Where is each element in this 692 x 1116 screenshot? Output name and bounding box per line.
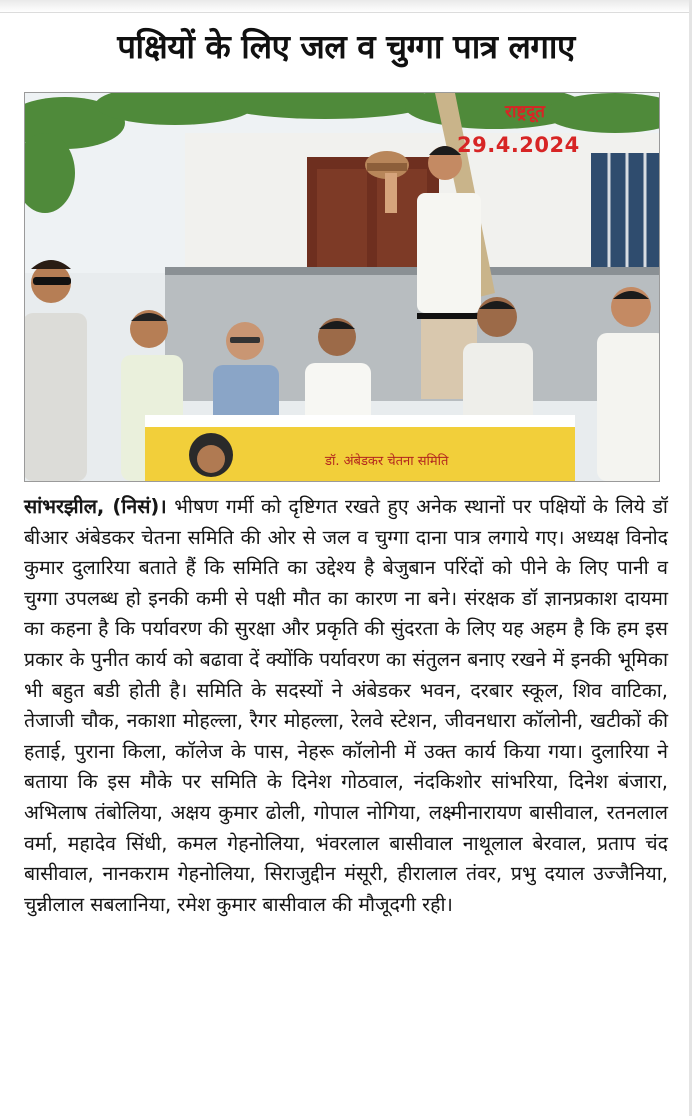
clipped-previous-article-edge (0, 0, 692, 13)
date-stamp: 29.4.2024 (457, 133, 580, 157)
window-grille (591, 153, 659, 271)
banner-text: डॉ. अंबेडकर चेतना समिति (325, 454, 449, 469)
article-body (24, 492, 668, 920)
news-photo (24, 92, 660, 482)
newspaper-name-stamp: राष्ट्रदूत (505, 102, 546, 122)
article-text: भीषण गर्मी को दृष्टिगत रखते हुए अनेक स्थानों पर पक्षियों के लिये डॉ बीआर अंबेडकर चेतना समिति की ओर से जल व चुग्गा दाना पात्र लगाये गए। अध्यक्ष विनोद कुमार दुलारिया बताते हैं कि समिति का उद्देश्य है बेजुबान परिंदों को पीने के लिए पानी व चुग्गा उपलब्ध हो इनकी कमी से पक्षी मौत का कारण ना बने। संरक्षक डॉ ज्ञानप्रकाश दायमा का कहना है कि पर्यावरण की सुरक्षा और प्रकृति की सुंदरता के लिए यह अहम है कि हम इस प्रकार के पुनीत कार्य को बढावा दें क्योंकि पर्यावरण का संतुलन बनाए रखने में इनकी भूमिका भी बहुत बडी होती है। समिति के सदस्यों ने अंबेडकर भवन, दरबार स्कूल, शिव वाटिका, तेजाजी चौक, नकाशा मोहल्ला, रैगर मोहल्ला, रेलवे स्टेशन, जीवनधारा कॉलोनी, खटीकों की हताई, पुराना किला, कॉलेज के पास, नेहरू कॉलोनी में उक्त कार्य किया गया। दुलारिया ने बताया कि इस मौके पर समिति के दिनेश गोठवाल, नंदकिशोर सांभरिया, दिनेश बंजारा, अभिलाष तंबोलिया, अक्षय कुमार ढोली, गोपाल नोगिया, लक्ष्मीनारायण बासीवाल, रतनलाल वर्मा, महादेव सिंधी, कमल गेहनोलिया, भंवरलाल बासीवाल नाथूलाल बेरवाल, प्रताप चंद बासीवाल, नानकराम गेहनोलिया, सिराजुद्दीन मंसूरी, हीरालाल तंवर, प्रभु दयाल उज्जैनिया, चुन्नीलाल सबलानिया, रमेश कुमार बासीवाल की मौजूदगी रही। (24, 495, 668, 916)
headline: पक्षियों के लिए जल व चुग्गा पात्र लगाए (117, 27, 575, 66)
dateline: सांभरझील, (निसं)। (24, 495, 167, 518)
